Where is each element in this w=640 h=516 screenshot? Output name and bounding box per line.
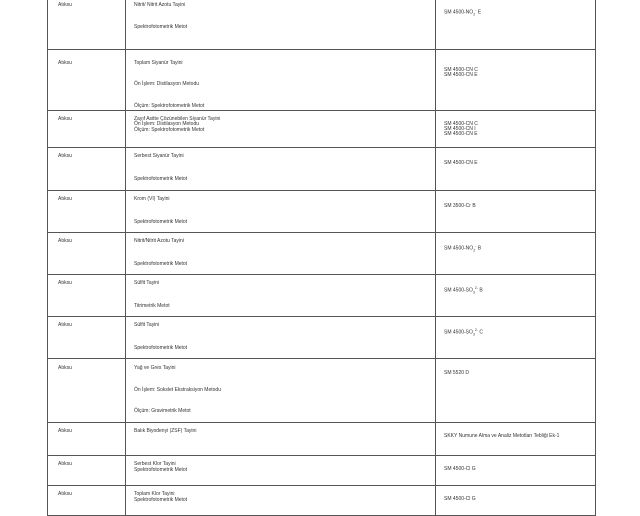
matrix-label: Atıksu — [58, 238, 72, 244]
parameter-name: Balık Biyodenyi (ZSF) Tayini — [134, 428, 197, 434]
table-row — [48, 317, 596, 359]
method-cell — [436, 317, 596, 359]
parameter-name: Serbest Klor Tayini — [134, 461, 176, 467]
matrix-label: Atıksu — [58, 196, 72, 202]
matrix-cell — [48, 233, 126, 275]
matrix-label: Atıksu — [58, 428, 72, 434]
method-cell — [436, 111, 596, 148]
table-row — [48, 233, 596, 275]
method-reference: SM $4500-SO_3^{2-}$ C — [444, 328, 483, 337]
matrix-cell — [48, 111, 126, 148]
matrix-cell — [48, 359, 126, 423]
matrix-cell — [48, 0, 126, 50]
table-row — [48, 486, 596, 516]
parameter-name: Yağ ve Gres Tayini — [134, 365, 176, 371]
matrix-label: Atıksu — [58, 491, 72, 497]
parameter-name: Toplam Siyanür Tayini — [134, 60, 183, 66]
parameter-cell — [126, 423, 436, 456]
parameter-name: Nitrit/Nitrit Azotu Tayini — [134, 238, 184, 244]
matrix-cell — [48, 191, 126, 233]
matrix-cell — [48, 50, 126, 111]
table-row — [48, 111, 596, 148]
matrix-label: Atıksu — [58, 116, 72, 122]
parameter-cell — [126, 486, 436, 516]
parameter-cell — [126, 317, 436, 359]
parameter-detail: Spektrofotometrik Metot — [134, 219, 188, 225]
table-row — [48, 191, 596, 233]
parameter-cell — [126, 191, 436, 233]
parameter-detail: Spektrofotometrik Metot — [134, 467, 188, 473]
method-cell — [436, 191, 596, 233]
table-row — [48, 423, 596, 456]
table-row — [48, 148, 596, 191]
parameter-detail: Ön İşlem: Sokslet Ekstraksiyon Metodu — [134, 387, 221, 393]
matrix-cell — [48, 275, 126, 317]
parameter-cell — [126, 456, 436, 486]
parameter-detail: Spektrofotometrik Metot — [134, 176, 188, 182]
parameter-name: Serbest Siyanür Tayini — [134, 153, 184, 159]
method-cell — [436, 233, 596, 275]
parameter-detail: Spektrofotometrik Metot — [134, 261, 188, 267]
method-reference: SM 5520 D — [444, 370, 470, 376]
matrix-label: Atıksu — [58, 2, 72, 8]
method-reference: SKKY Numune Alma ve Analiz Metotları Tebliği Ek-1 — [444, 433, 560, 439]
method-reference: SM $4500-NO_2^-$ E — [444, 8, 482, 17]
accreditation-table — [47, 0, 596, 516]
method-cell — [436, 148, 596, 191]
matrix-cell — [48, 456, 126, 486]
parameter-cell — [126, 275, 436, 317]
parameter-cell — [126, 233, 436, 275]
matrix-cell — [48, 486, 126, 516]
matrix-label: Atıksu — [58, 280, 72, 286]
parameter-detail: Ön İşlem: Distilasyon Metodu — [134, 121, 200, 127]
table-row — [48, 275, 596, 317]
matrix-label: Atıksu — [58, 365, 72, 371]
matrix-cell — [48, 148, 126, 191]
parameter-detail: Ölçüm: Spektrofotometrik Metot — [134, 103, 205, 109]
parameter-name: Sülfit Tayini — [134, 322, 160, 328]
matrix-cell — [48, 317, 126, 359]
parameter-detail: Titrimetrik Metot — [134, 303, 170, 309]
method-reference: SM 4500-CN E — [444, 131, 478, 137]
matrix-label: Atıksu — [58, 322, 72, 328]
method-cell — [436, 50, 596, 111]
method-reference: SM 4500-CN E — [444, 72, 478, 78]
parameter-name: Sülfit Tayini — [134, 280, 160, 286]
table-body — [48, 0, 596, 516]
parameter-detail: Spektrofotometrik Metot — [134, 345, 188, 351]
parameter-detail: Spektrofotometrik Metot — [134, 24, 188, 30]
method-reference: SM 4500-CN C — [444, 121, 478, 127]
parameter-name: Zayıf Asitte Çözünebilen Siyanür Tayini — [134, 116, 221, 122]
method-reference: SM 4500-CN E — [444, 160, 478, 166]
method-cell — [436, 423, 596, 456]
method-cell — [436, 456, 596, 486]
parameter-cell — [126, 359, 436, 423]
method-cell — [436, 275, 596, 317]
table-row — [48, 0, 596, 50]
parameter-detail: Ön İşlem: Distilasyon Metodu — [134, 81, 200, 87]
table-row — [48, 456, 596, 486]
method-cell — [436, 359, 596, 423]
parameter-name: Krom (VI) Tayini — [134, 196, 170, 202]
parameter-cell — [126, 0, 436, 50]
method-reference: SM 4500-Cl G — [444, 496, 476, 502]
method-cell — [436, 486, 596, 516]
matrix-label: Atıksu — [58, 60, 72, 66]
matrix-label: Atıksu — [58, 461, 72, 467]
matrix-cell — [48, 423, 126, 456]
table-row — [48, 359, 596, 423]
table-row — [48, 50, 596, 111]
method-reference: SM 3500-Cr B — [444, 203, 476, 209]
parameter-cell — [126, 148, 436, 191]
parameter-name: Nitrit/ Nitrit Azotu Tayini — [134, 2, 186, 8]
method-reference: SM 4500-CN C — [444, 67, 478, 73]
method-reference: SM $4500-NO_2^-$ B — [444, 244, 482, 253]
method-reference: SM 4500-Cl G — [444, 466, 476, 472]
parameter-detail: Ölçüm: Spektrofotometrik Metot — [134, 127, 205, 133]
method-reference: SM $4500-SO_3^{2-}$ B — [444, 286, 483, 295]
parameter-detail: Ölçüm: Gravimetrik Metot — [134, 408, 191, 414]
method-reference: SM 4500-CN I — [444, 126, 476, 132]
parameter-cell — [126, 111, 436, 148]
parameter-detail: Spektrofotometrik Metot — [134, 497, 188, 503]
matrix-label: Atıksu — [58, 153, 72, 159]
parameter-name: Toplam Klor Tayini — [134, 491, 175, 497]
method-cell — [436, 0, 596, 50]
parameter-cell — [126, 50, 436, 111]
